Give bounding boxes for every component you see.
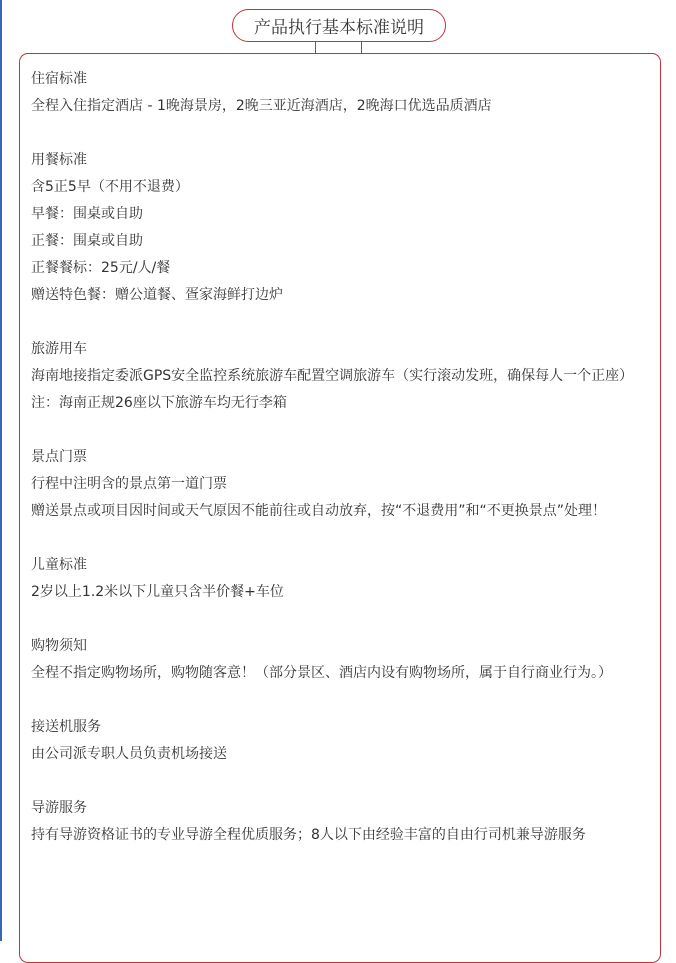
- section-guide: [31, 795, 650, 849]
- section-line: 正餐餐标：25元/人/餐: [31, 260, 171, 276]
- standards-content-box: [19, 53, 661, 963]
- page-title: 产品执行基本标准说明: [232, 9, 446, 42]
- section-heading: 购物须知: [31, 638, 87, 654]
- section-heading: 用餐标准: [31, 152, 87, 168]
- section-line: 海南地接指定委派GPS安全监控系统旅游车配置空调旅游车（实行滚动发班，确保每人一个正座）: [31, 368, 634, 384]
- section-heading: 导游服务: [31, 800, 87, 816]
- section-line: 正餐：围桌或自助: [31, 233, 143, 249]
- section-heading: 住宿标准: [31, 71, 87, 87]
- title-connector: [315, 42, 362, 54]
- section-line: 行程中注明含的景点第一道门票: [31, 476, 227, 492]
- section-heading: 景点门票: [31, 449, 87, 465]
- section-shopping: [31, 633, 650, 687]
- section-airport-transfer: [31, 714, 650, 768]
- section-line: 持有导游资格证书的专业导游全程优质服务；8人以下由经验丰富的自由行司机兼导游服务: [31, 827, 586, 843]
- section-line: 早餐：围桌或自助: [31, 206, 143, 222]
- section-tickets: [31, 444, 650, 525]
- section-line: 赠送景点或项目因时间或天气原因不能前往或自动放弃，按“不退费用”和“不更换景点”处理！: [31, 503, 607, 519]
- section-line: 由公司派专职人员负责机场接送: [31, 746, 227, 762]
- section-heading: 儿童标准: [31, 557, 87, 573]
- section-line: 赠送特色餐：赠公道餐、疍家海鲜打边炉: [31, 287, 283, 303]
- section-transport: [31, 336, 650, 417]
- section-meals: [31, 147, 650, 309]
- section-line: 全程不指定购物场所，购物随客意！（部分景区、酒店内设有购物场所，属于自行商业行为。）: [31, 665, 612, 681]
- section-line: 2岁以上1.2米以下儿童只含半价餐+车位: [31, 584, 284, 600]
- section-line: 注：海南正规26座以下旅游车均无行李箱: [31, 395, 287, 411]
- section-children: [31, 552, 650, 606]
- section-heading: 接送机服务: [31, 719, 101, 735]
- section-line: 全程入住指定酒店 - 1晚海景房，2晚三亚近海酒店，2晚海口优选品质酒店: [31, 98, 492, 114]
- section-accommodation: [31, 66, 650, 120]
- page-left-rule: [0, 0, 2, 941]
- section-line: 含5正5早（不用不退费）: [31, 179, 189, 195]
- section-heading: 旅游用车: [31, 341, 87, 357]
